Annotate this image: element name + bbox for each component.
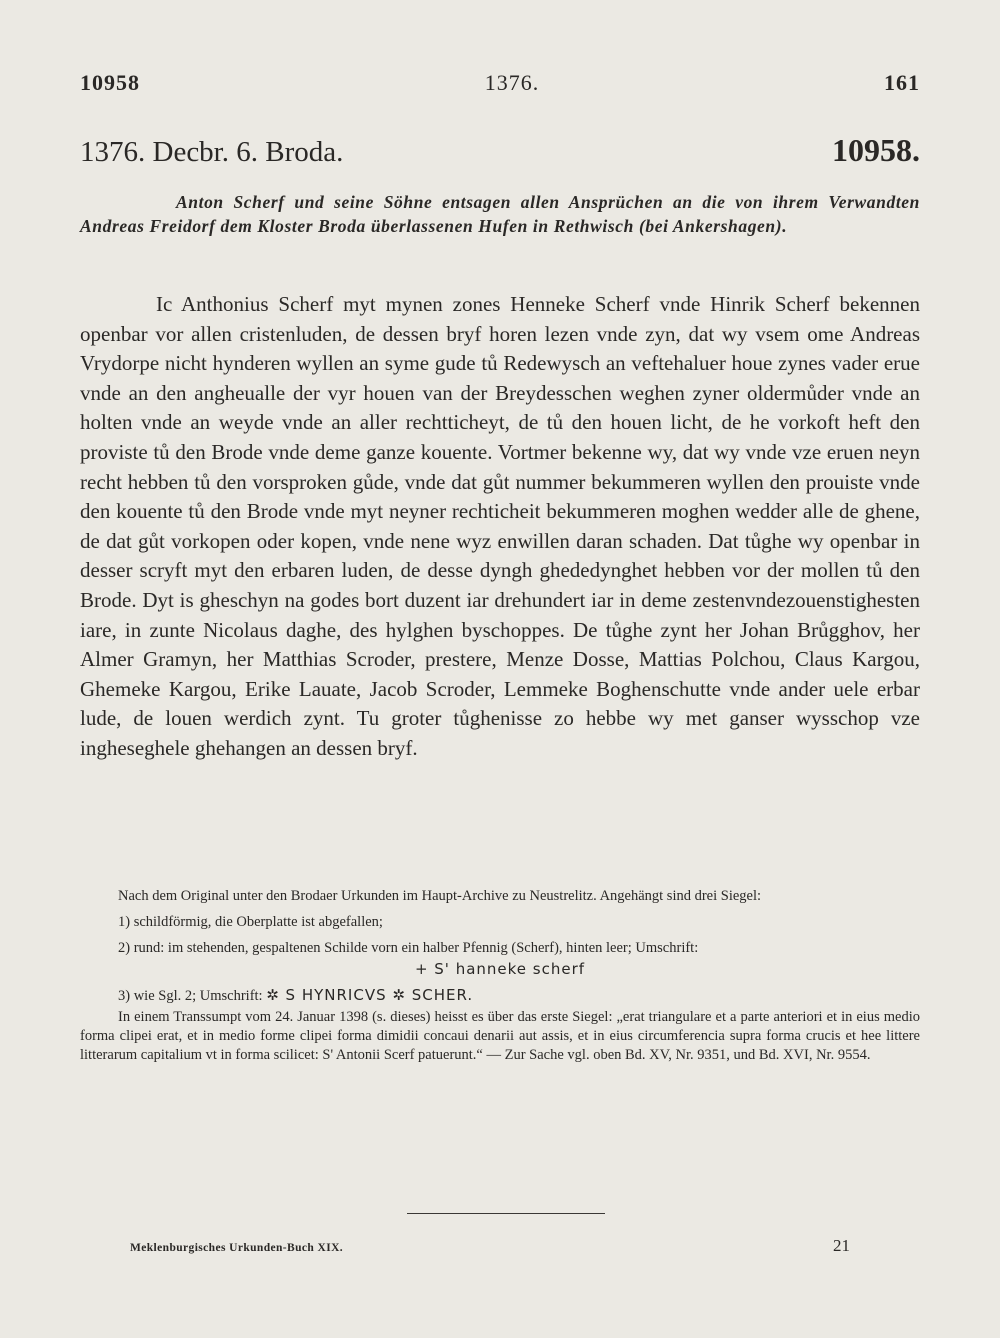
seal-2-note: 2) rund: im stehenden, gespaltenen Schilde vorn ein halber Pfennig (Scherf), hinten leer; Umschrift: bbox=[118, 940, 699, 956]
page-number: 161 bbox=[884, 70, 920, 95]
seal-3-note bbox=[80, 986, 920, 1006]
page-footer bbox=[130, 1236, 850, 1256]
footer-title: Meklenburgisches Urkunden-Buch XIX. bbox=[130, 1242, 344, 1254]
footer-signature-number: 21 bbox=[833, 1236, 850, 1255]
seal-3-inscription: ✲ S HYNRICVS ✲ SCHER. bbox=[266, 986, 474, 1004]
separator-rule bbox=[407, 1213, 605, 1214]
entry-heading bbox=[80, 132, 920, 169]
entry-summary: Anton Scherf und seine Söhne entsagen allen Ansprüchen an die von ihrem Verwandten Andreas Freidorf dem Kloster Broda überlassenen Hufen in Rethwisch (bei Ankershagen). bbox=[80, 192, 920, 236]
editorial-notes bbox=[80, 887, 920, 1065]
entry-number: 10958. bbox=[832, 132, 920, 168]
running-head bbox=[80, 70, 920, 102]
entry-date-place: 1376. Decbr. 6. Broda. bbox=[80, 136, 344, 168]
seal-2-inscription: + S' hanneke scherf bbox=[414, 960, 586, 978]
source-note: Nach dem Original unter den Brodaer Urkunden im Haupt-Archive zu Neustrelitz. Angehängt sind drei Siegel: bbox=[118, 888, 762, 904]
seal-3-label: 3) wie Sgl. 2; Umschrift: bbox=[118, 988, 263, 1004]
seal-1-note: 1) schildförmig, die Oberplatte ist abgefallen; bbox=[118, 914, 383, 930]
running-head-year: 1376. bbox=[484, 70, 540, 95]
charter-text: Ic Anthonius Scherf myt mynen zones Henneke Scherf vnde Hinrik Scherf bekennen openbar vor allen cristenluden, de dessen bryf horen lezen vnde zyn, dat wy vsem ome Andreas Vrydorpe nicht hynderen wyllen an syme gude tů Redewysch an veftehaluer houe zynes vader erue vnde an den angheualle der vyr houen van der Breydesschen weghen zyner oldermůder vnde an holten vnde an weyde vnde an aller rechtticheyt, de tů den houen licht, de he vorkoft heft den proviste tů den Brode vnde deme ganze kouente. Vortmer bekenne wy, dat wy vnde vze eruen neyn recht hebben tů den vorsproken gůde, vnde dat gůt nummer bekummeren wyllen den prouiste vnde den kouente tů den Brode vnde myt neyner rechticheit bekummeren moghen wedder alle de ghene, de dat gůt vorkopen oder kopen, vnde nene wyz enwillen daran schaden. Dat tůghe wy openbar in desser scryft myt den erbaren luden, de desse dyngh ghededynghet hebben vor der mollen tů den Brode. Dyt is gheschyn na godes bort duzent iar drehundert iar in deme zestenvndezouenstighesten iare, in zunte Nicolaus daghe, des hylghen byschoppes. De tůghe zynt her Johan Brůgghov, her Almer Gramyn, her Matthias Scroder, prestere, Menze Dosse, Mattias Polchou, Claus Kargou, Ghemeke Kargou, Erike Lauate, Jacob Scroder, Lemmeke Boghenschutte vnde ander uele erbar lude, de louen werdich zynt. Tu groter tůghenisse zo hebbe wy met ganser wysschop vze ingheseghele ghehangen an dessen bryf. bbox=[80, 292, 920, 760]
running-head-number: 10958 bbox=[80, 70, 140, 95]
transsumpt-note: In einem Transsumpt vom 24. Januar 1398 (s. dieses) heisst es über das erste Siegel: „erat triangulare et a parte anteriori et in eius medio forma clipei erat, et in medio forme clipei forma dimidii concaui denarii aut assis, et in eius circumferencia supra forma crucis et hee littere litterarum capitalium vt in forma scilicet: S' Antonii Scerf patuerunt.“ — Zur Sache vgl. oben Bd. XV, Nr. 9351, und Bd. XVI, Nr. 9554. bbox=[80, 1009, 920, 1063]
